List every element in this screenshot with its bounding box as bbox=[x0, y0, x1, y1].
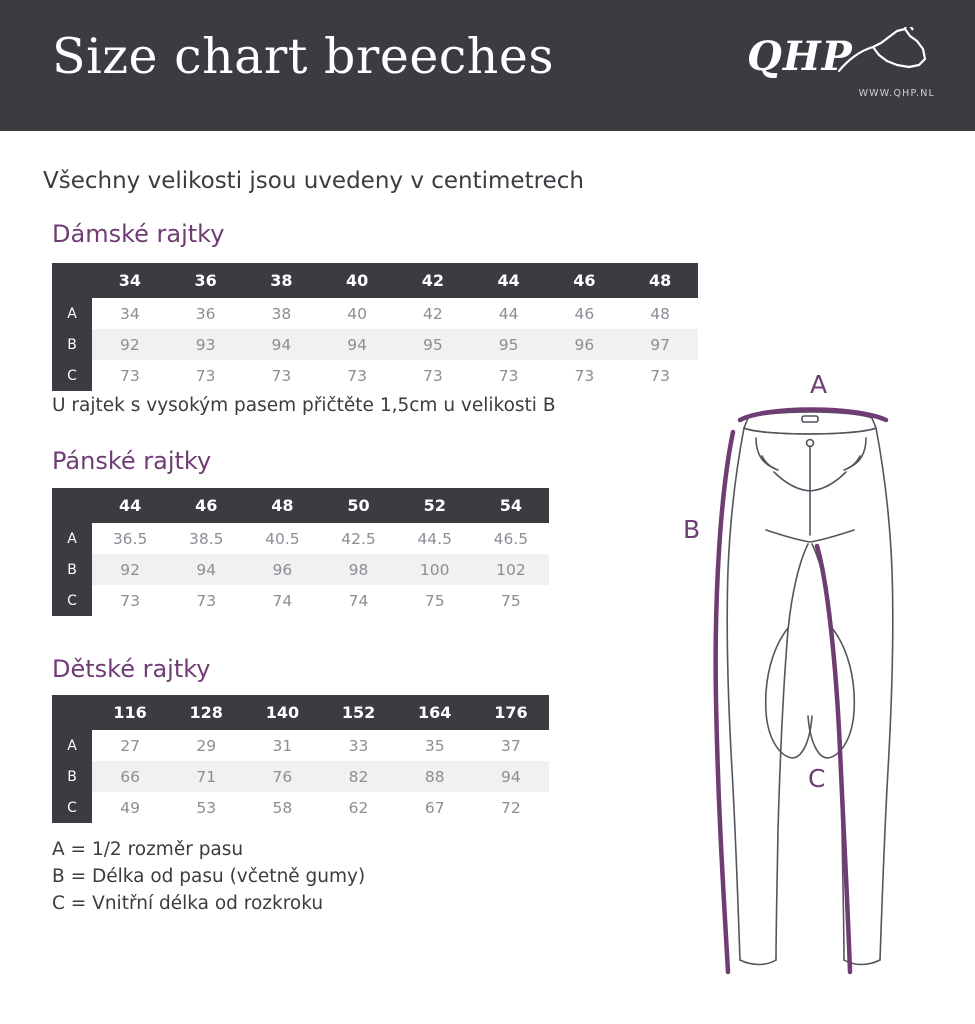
column-header: 128 bbox=[168, 695, 244, 730]
table-cell: 100 bbox=[397, 554, 473, 585]
column-header: 34 bbox=[92, 263, 168, 298]
table-cell: 36 bbox=[168, 298, 244, 329]
column-header: 38 bbox=[244, 263, 320, 298]
table-corner-cell bbox=[52, 263, 92, 298]
table-cell: 38 bbox=[244, 298, 320, 329]
table-cell: 48 bbox=[622, 298, 698, 329]
table-cell: 40.5 bbox=[244, 523, 320, 554]
column-header: 42 bbox=[395, 263, 471, 298]
legend-item-a: A = 1/2 rozměr pasu bbox=[52, 839, 244, 860]
table-cell: 44.5 bbox=[397, 523, 473, 554]
table-cell: 67 bbox=[397, 792, 473, 823]
legend-item-c: C = Vnitřní délka od rozkroku bbox=[52, 893, 324, 914]
column-header: 52 bbox=[397, 488, 473, 523]
table-cell: 42 bbox=[395, 298, 471, 329]
measure-line-b bbox=[716, 432, 733, 972]
column-header: 116 bbox=[92, 695, 168, 730]
table-cell: 46.5 bbox=[473, 523, 549, 554]
page-title: Size chart breeches bbox=[52, 28, 554, 85]
table-cell: 73 bbox=[244, 360, 320, 391]
logo-wordmark: QHP bbox=[747, 33, 853, 80]
table-cell: 92 bbox=[92, 329, 168, 360]
table-header-row-children bbox=[52, 695, 549, 730]
logo-website-url: WWW.QHP.NL bbox=[858, 88, 935, 99]
diagram-label-c: C bbox=[808, 764, 826, 793]
table-cell: 36.5 bbox=[92, 523, 168, 554]
section-title-children: Dětské rajtky bbox=[52, 655, 211, 683]
table-header-row-women bbox=[52, 263, 698, 298]
table-cell: 73 bbox=[622, 360, 698, 391]
measurement-legend bbox=[52, 836, 365, 917]
table-cell: 73 bbox=[319, 360, 395, 391]
table-cell: 75 bbox=[397, 585, 473, 616]
table-cell: 96 bbox=[547, 329, 623, 360]
breeches-illustration bbox=[670, 360, 960, 1000]
table-cell: 71 bbox=[168, 761, 244, 792]
column-header: 46 bbox=[168, 488, 244, 523]
table-cell: 73 bbox=[168, 360, 244, 391]
table-row bbox=[52, 360, 698, 391]
table-cell: 58 bbox=[244, 792, 320, 823]
table-cell: 66 bbox=[92, 761, 168, 792]
table-corner-cell bbox=[52, 488, 92, 523]
diagram-label-a: A bbox=[810, 370, 828, 399]
size-table-children bbox=[52, 695, 549, 823]
table-cell: 98 bbox=[320, 554, 396, 585]
legend-item-b: B = Délka od pasu (včetně gumy) bbox=[52, 866, 366, 887]
page-header bbox=[0, 0, 975, 131]
diagram-label-b: B bbox=[683, 515, 701, 544]
table-cell: 73 bbox=[168, 585, 244, 616]
table-cell: 53 bbox=[168, 792, 244, 823]
table-cell: 42.5 bbox=[320, 523, 396, 554]
table-cell: 94 bbox=[473, 761, 549, 792]
table-cell: 92 bbox=[92, 554, 168, 585]
column-header: 176 bbox=[473, 695, 549, 730]
row-label: A bbox=[52, 298, 92, 329]
table-cell: 49 bbox=[92, 792, 168, 823]
table-row bbox=[52, 585, 549, 616]
table-cell: 102 bbox=[473, 554, 549, 585]
table-row bbox=[52, 298, 698, 329]
column-header: 44 bbox=[92, 488, 168, 523]
row-label: B bbox=[52, 554, 92, 585]
table-cell: 46 bbox=[547, 298, 623, 329]
table-cell: 76 bbox=[244, 761, 320, 792]
column-header: 54 bbox=[473, 488, 549, 523]
row-label: A bbox=[52, 730, 92, 761]
column-header: 164 bbox=[397, 695, 473, 730]
measure-line-a bbox=[740, 410, 886, 421]
row-label: C bbox=[52, 360, 92, 391]
table-cell: 73 bbox=[547, 360, 623, 391]
column-header: 44 bbox=[471, 263, 547, 298]
note-high-waist: U rajtek s vysokým pasem přičtěte 1,5cm u velikosti B bbox=[52, 395, 556, 416]
row-label: B bbox=[52, 329, 92, 360]
table-cell: 94 bbox=[244, 329, 320, 360]
qhp-logo bbox=[747, 27, 937, 105]
row-label: A bbox=[52, 523, 92, 554]
table-cell: 37 bbox=[473, 730, 549, 761]
column-header: 46 bbox=[547, 263, 623, 298]
table-cell: 93 bbox=[168, 329, 244, 360]
column-header: 50 bbox=[320, 488, 396, 523]
column-header: 48 bbox=[622, 263, 698, 298]
column-header: 152 bbox=[320, 695, 396, 730]
table-cell: 95 bbox=[471, 329, 547, 360]
table-corner-cell bbox=[52, 695, 92, 730]
measure-line-c bbox=[817, 546, 850, 972]
table-cell: 75 bbox=[473, 585, 549, 616]
table-cell: 62 bbox=[320, 792, 396, 823]
row-label: C bbox=[52, 585, 92, 616]
table-row bbox=[52, 329, 698, 360]
table-cell: 94 bbox=[168, 554, 244, 585]
column-header: 140 bbox=[244, 695, 320, 730]
column-header: 48 bbox=[244, 488, 320, 523]
section-title-men: Pánské rajtky bbox=[52, 447, 212, 475]
column-header: 40 bbox=[319, 263, 395, 298]
size-table-women bbox=[52, 263, 698, 391]
table-cell: 88 bbox=[397, 761, 473, 792]
column-header: 36 bbox=[168, 263, 244, 298]
table-cell: 29 bbox=[168, 730, 244, 761]
table-cell: 72 bbox=[473, 792, 549, 823]
table-cell: 35 bbox=[397, 730, 473, 761]
table-cell: 73 bbox=[395, 360, 471, 391]
table-row bbox=[52, 761, 549, 792]
table-row bbox=[52, 554, 549, 585]
table-cell: 38.5 bbox=[168, 523, 244, 554]
table-cell: 34 bbox=[92, 298, 168, 329]
table-cell: 27 bbox=[92, 730, 168, 761]
table-cell: 82 bbox=[320, 761, 396, 792]
table-row bbox=[52, 523, 549, 554]
table-cell: 73 bbox=[471, 360, 547, 391]
table-cell: 33 bbox=[320, 730, 396, 761]
table-cell: 96 bbox=[244, 554, 320, 585]
table-cell: 73 bbox=[92, 585, 168, 616]
table-cell: 94 bbox=[319, 329, 395, 360]
table-cell: 44 bbox=[471, 298, 547, 329]
table-cell: 97 bbox=[622, 329, 698, 360]
section-title-women: Dámské rajtky bbox=[52, 220, 225, 248]
row-label: C bbox=[52, 792, 92, 823]
table-cell: 74 bbox=[320, 585, 396, 616]
table-header-row-men bbox=[52, 488, 549, 523]
table-cell: 74 bbox=[244, 585, 320, 616]
size-table-men bbox=[52, 488, 549, 616]
table-cell: 31 bbox=[244, 730, 320, 761]
table-cell: 40 bbox=[319, 298, 395, 329]
table-cell: 73 bbox=[92, 360, 168, 391]
table-cell: 95 bbox=[395, 329, 471, 360]
table-row bbox=[52, 730, 549, 761]
breeches-measurement-diagram bbox=[670, 360, 960, 1000]
intro-text: Všechny velikosti jsou uvedeny v centimetrech bbox=[43, 168, 584, 194]
table-row bbox=[52, 792, 549, 823]
row-label: B bbox=[52, 761, 92, 792]
